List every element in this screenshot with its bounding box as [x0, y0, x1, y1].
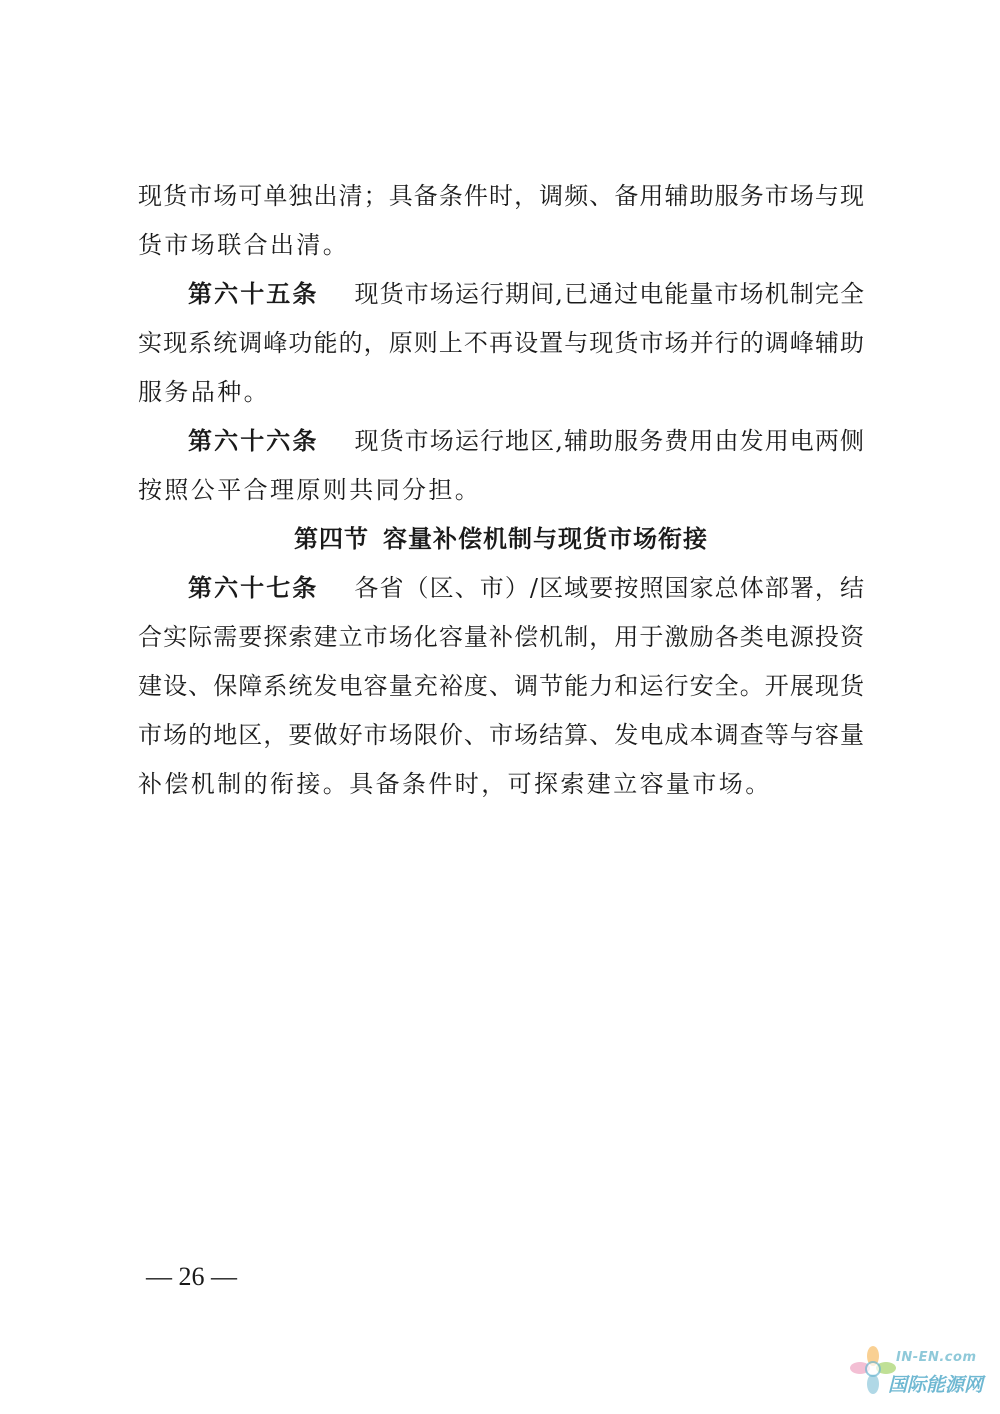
article-65: [138, 270, 864, 319]
watermark-brand-cn: 国际能源网: [888, 1374, 984, 1396]
body-line: 建设、保障系统发电容量充裕度、调节能力和运行安全。开展现货: [138, 672, 864, 700]
watermark-brand-en: IN-EN.com: [896, 1350, 977, 1365]
body-line: 市场的地区，要做好市场限价、市场结算、发电成本调查等与容量: [138, 721, 864, 749]
body-line: 合实际需要探索建立市场化容量补偿机制，用于激励各类电源投资: [138, 623, 864, 651]
document-body: [138, 172, 864, 809]
body-line: 服务品种。: [138, 378, 270, 406]
article-number: 第六十七条: [188, 574, 319, 602]
section-number: 第四节: [294, 525, 369, 553]
article-text: 现货市场运行期间,已通过电能量市场机制完全: [354, 280, 864, 308]
article-66: [138, 417, 864, 466]
article-text: 各省（区、市）/区域要按照国家总体部署，结: [354, 574, 865, 602]
article-text: 现货市场运行地区,辅助服务费用由发用电两侧: [354, 427, 864, 455]
article-number: 第六十六条: [188, 427, 319, 455]
page-number: — 26 —: [146, 1262, 237, 1291]
body-line: 按照公平合理原则共同分担。: [138, 476, 482, 504]
article-number: 第六十五条: [188, 280, 319, 308]
flower-center-icon: [866, 1362, 880, 1376]
article-67: [138, 564, 864, 613]
body-line: 补偿机制的衔接。具备条件时，可探索建立容量市场。: [138, 770, 772, 798]
body-line: 实现系统调峰功能的，原则上不再设置与现货市场并行的调峰辅助: [138, 329, 864, 357]
section-title-text: 容量补偿机制与现货市场衔接: [383, 525, 708, 553]
section-heading: [138, 515, 864, 564]
body-line: 现货市场可单独出清；具备条件时，调频、备用辅助服务市场与现: [138, 182, 864, 210]
body-line: 货市场联合出清。: [138, 231, 350, 259]
watermark-logo: [848, 1342, 988, 1402]
